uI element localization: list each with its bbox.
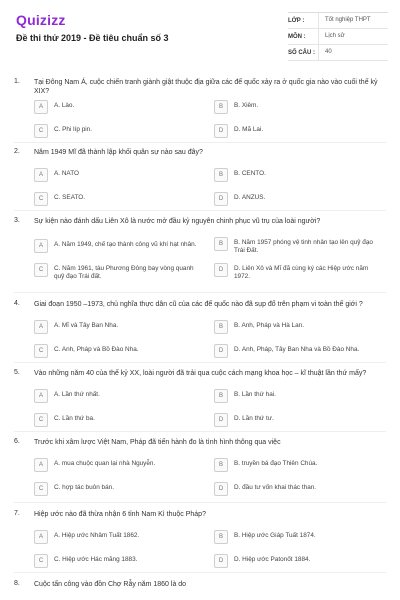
option-text: A. mua chuộc quan lại nhà Nguyễn. [54,460,156,467]
option-text: D. Hiệp ước Patonốt 1884. [234,556,311,563]
meta-value: 40 [318,45,388,60]
option-text: C. Năm 1961, tàu Phương Đông bay vòng quanh quỹ đạo Trái đất. [54,265,194,280]
meta-key: LỚP : [288,17,305,24]
option-letter-badge: B [214,389,228,403]
option-text: B. CENTO. [234,170,266,177]
option-text: A. Mĩ và Tây Ban Nha. [54,322,119,329]
option-text: D. Anh, Pháp, Tây Ban Nha và Bồ Đào Nha. [234,346,360,353]
option-text: D. Mã Lai. [234,126,264,133]
option-text: C. SEATO. [54,194,86,201]
option-b[interactable] [214,530,366,544]
option-letter-badge: D [214,344,228,358]
option-letter-badge: C [34,192,48,206]
option-text: B. truyền bá đạo Thiên Chúa. [234,460,318,467]
option-text: D. Lần thứ tư. [234,415,274,422]
option-letter-badge: A [34,239,48,253]
option-b[interactable] [214,389,366,403]
option-c[interactable] [34,482,186,496]
meta-row-class [288,13,388,29]
question-number: 8. [14,580,20,587]
option-d[interactable] [214,124,366,138]
option-text: A. Lần thứ nhất. [54,391,100,398]
meta-row-subject [288,29,388,45]
option-letter-badge: A [34,100,48,114]
option-c[interactable] [34,554,186,568]
option-d[interactable] [214,554,366,568]
option-letter-badge: B [214,100,228,114]
question-text: Trước khi xâm lược Việt Nam, Pháp đã tiến hành đo là tình hình thông qua việc [34,439,281,446]
option-a[interactable] [34,100,186,114]
meta-table [288,12,388,61]
meta-value: Tốt nghiệp THPT [318,13,388,28]
option-b[interactable] [214,458,366,472]
option-text: B. Hiệp ước Giáp Tuất 1874. [234,532,316,539]
option-text: A. Năm 1949, chế tạo thành công vũ khí hạt nhân. [54,241,197,248]
option-d[interactable] [214,482,366,496]
option-letter-badge: C [34,413,48,427]
worksheet-header [0,0,400,78]
question-number: 7. [14,510,20,517]
meta-key: SỐ CÂU : [288,49,315,56]
option-letter-badge: A [34,458,48,472]
option-b[interactable] [214,168,366,182]
option-c[interactable] [34,192,186,206]
option-a[interactable] [34,458,186,472]
option-letter-badge: C [34,124,48,138]
option-d[interactable] [214,263,384,281]
meta-row-count [288,45,388,61]
option-b[interactable] [214,100,366,114]
question-number: 2. [14,148,20,155]
option-c[interactable] [34,263,204,281]
option-letter-badge: B [214,458,228,472]
option-d[interactable] [214,192,366,206]
question-text: Giai đoạn 1950 –1973, chủ nghĩa thực dân cũ của các đế quốc nào đã sụp đổ trên phạm vi toàn thế giới ? [34,301,363,308]
meta-key: MÔN : [288,33,306,40]
option-letter-badge: D [214,192,228,206]
option-c[interactable] [34,413,186,427]
question-text: Năm 1949 Mĩ đã thành lập khối quân sự nào sau đây? [34,149,203,156]
option-letter-badge: B [214,237,228,251]
question-text: Vào những năm 40 của thế kỷ XX, loài người đã trải qua cuộc cách mạng khoa học – kĩ thuật lần thứ mấy? [34,370,367,377]
option-a[interactable] [34,389,186,403]
quizizz-logo: Quizizz [16,12,66,28]
option-text: B. Anh, Pháp và Hà Lan. [234,322,304,329]
option-text: C. Phi líp pin. [54,126,93,133]
option-letter-badge: D [214,413,228,427]
question-number: 5. [14,369,20,376]
option-letter-badge: B [214,530,228,544]
option-text: D. Liên Xô và Mĩ đã cùng ký các Hiệp ước năm 1972. [234,265,369,280]
option-b[interactable] [214,237,384,255]
question-divider [14,502,386,503]
option-text: A. Hiệp ước Nhâm Tuất 1862. [54,532,140,539]
option-text: C. Hiệp ước Hác măng 1883. [54,556,138,563]
question-divider [14,142,386,143]
option-text: D. đầu tư vốn khai thác than. [234,484,317,491]
question-number: 3. [14,217,20,224]
option-b[interactable] [214,320,366,334]
option-letter-badge: A [34,168,48,182]
option-c[interactable] [34,124,186,138]
option-a[interactable] [34,168,186,182]
meta-value: Lịch sử [318,29,388,44]
option-a[interactable] [34,320,186,334]
option-d[interactable] [214,413,366,427]
option-a[interactable] [34,530,186,544]
question-number: 1. [14,78,20,85]
question-text: Hiệp ước nào đã thừa nhận 6 tỉnh Nam Kì thuộc Pháp? [34,511,206,518]
option-letter-badge: C [34,482,48,496]
option-text: A. Lào. [54,102,75,109]
option-text: C. hợp tác buôn bán. [54,484,114,491]
option-c[interactable] [34,344,186,358]
option-text: C. Anh, Pháp và Bồ Đào Nha. [54,346,139,353]
option-text: D. ANZUS. [234,194,266,201]
question-text: Sự kiện nào đánh dấu Liên Xô là nước mở đầu kỷ nguyên chinh phục vũ trụ của loài người? [34,218,321,225]
question-number: 4. [14,300,20,307]
question-text: Tại Đông Nam Á, cuộc chiến tranh giành giật thuộc địa giữa các đế quốc xảy ra ở quốc gia nào vào cuối thế kỷ XIX? [34,79,378,95]
question-divider [14,210,386,211]
option-letter-badge: D [214,482,228,496]
question-divider [14,431,386,432]
option-letter-badge: D [214,124,228,138]
option-letter-badge: A [34,389,48,403]
exam-title: Đề thi thử 2019 - Đề tiêu chuẩn số 3 [16,33,169,43]
question-number: 6. [14,438,20,445]
option-letter-badge: B [214,320,228,334]
question-divider [14,292,386,293]
option-text: A. NATO [54,170,79,177]
option-letter-badge: A [34,530,48,544]
option-text: B. Xiêm. [234,102,259,109]
option-letter-badge: C [34,344,48,358]
option-letter-badge: A [34,320,48,334]
option-text: B. Năm 1957 phóng vệ tinh nhân tạo lên quỹ đạo Trái Đất. [234,239,373,254]
question-divider [14,362,386,363]
option-letter-badge: C [34,263,48,277]
option-text: C. Lần thứ ba. [54,415,95,422]
option-letter-badge: D [214,263,228,277]
question-divider [14,572,386,573]
option-a[interactable] [34,239,204,253]
question-text: Cuộc tấn công vào đồn Chợ Rẫy năm 1860 là do [34,581,187,588]
option-d[interactable] [214,344,394,358]
option-text: B. Lần thứ hai. [234,391,276,398]
option-letter-badge: B [214,168,228,182]
option-letter-badge: C [34,554,48,568]
option-letter-badge: D [214,554,228,568]
